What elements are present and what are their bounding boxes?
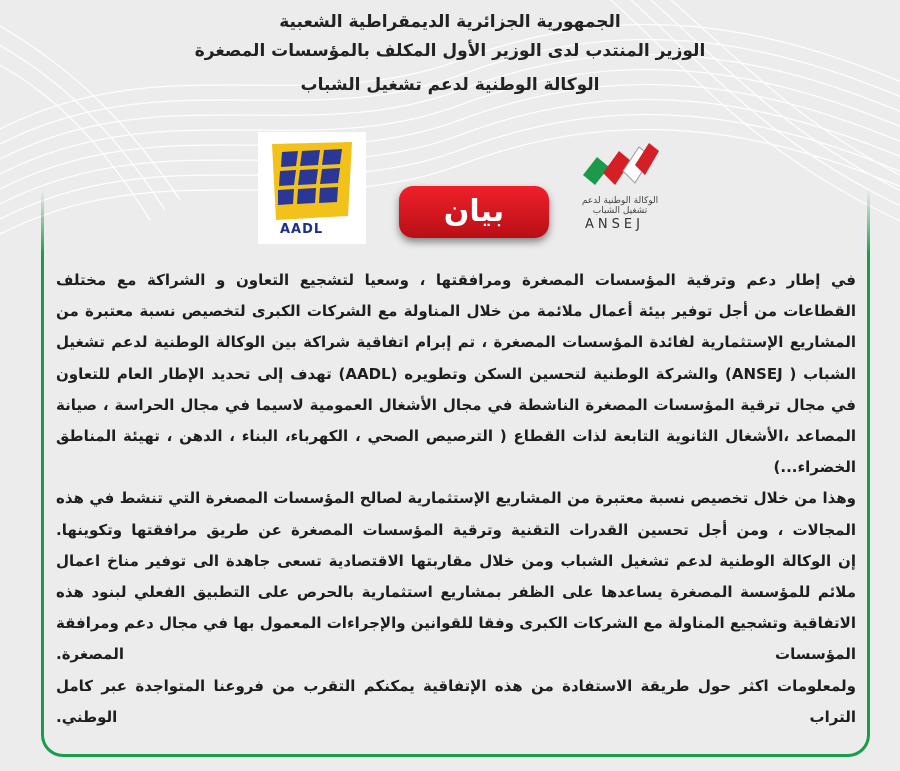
- ansej-wordmark: ANSEJ: [585, 217, 644, 232]
- paragraph-2: وهذا من خلال تخصيص نسبة معتبرة من المشاريع الإستثمارية لصالح المؤسسات المصغرة التي تنشط في هذه المجالات ، ومن أجل تحسين القدرات التقنية وترقية المؤسسات المصغرة عن طريق مرافقتها وتكوينها.: [56, 489, 856, 539]
- document-header: [0, 12, 900, 95]
- paragraph-1: في إطار دعم وترقية المؤسسات المصغرة ومرافقتها ، وسعيا لتشجيع التعاون و الشراكة مع مختلف القطاعات من أجل توفير بيئة أعمال ملائمة من خلال المناولة مع الشركات الكبرى لتخصيص نسبة معتبرة من المشاريع الإستثمارية لفائدة المؤسسات المصغرة ، تم إبرام اتفاقية شراكة بين الوكالة الوطنية لدعم تشغيل الشباب ( ANSEJ) والشركة الوطنية لتحسين السكن وتطويره (AADL) تهدف إلى تحديد الإطار العام للتعاون في مجال ترقية المؤسسات المصغرة الناشطة في مجال الأشغال العمومية لاسيما في مجال الحراسة ، صيانة المصاعد ،الأشغال الثانوية التابعة لذات القطاع ( الترصيص الصحي ، الكهرباء، البناء ، الدهن ، تهيئة المناطق الخضراء...): [56, 271, 856, 477]
- ministry-title: الوزير المنتدب لدى الوزير الأول المكلف بالمؤسسات المصغرة: [194, 41, 706, 61]
- republic-title: الجمهورية الجزائرية الديمقراطية الشعبية: [279, 12, 621, 32]
- frame-right-fade: [867, 190, 870, 255]
- agency-title: الوكالة الوطنية لدعم تشغيل الشباب: [300, 75, 600, 95]
- ansej-emblem-icon: [575, 135, 665, 195]
- frame-left-fade: [41, 190, 44, 255]
- ansej-arabic-name: الوكالة الوطنية لدعم تشغيل الشباب: [581, 196, 659, 216]
- statement-body: [56, 265, 856, 733]
- paragraph-3: إن الوكالة الوطنية لدعم تشغيل الشباب ومن خلال مقاربتها الاقتصادية تسعى جاهدة الى توفير مناخ اعمال ملائم للمؤسسة المصغرة يساعدها على الظفر بمشاريع استثمارية بالحرص على التطبيق الفعلي لبنود هذه الاتفاقية وتشجيع المناولة مع الشركات الكبرى وفقا للقوانين والإجراءات المعمول بها في مجال دعم ومرافقة المؤسسات المصغرة.: [56, 551, 856, 664]
- statement-badge: بيان: [399, 186, 549, 238]
- aadl-wordmark: AADL: [280, 222, 324, 237]
- paragraph-4: ولمعلومات اكثر حول طريقة الاستفادة من هذه الإتفاقية يمكنكم التقرب من فروعنا المتواجدة عبر كامل التراب الوطني.: [56, 676, 856, 726]
